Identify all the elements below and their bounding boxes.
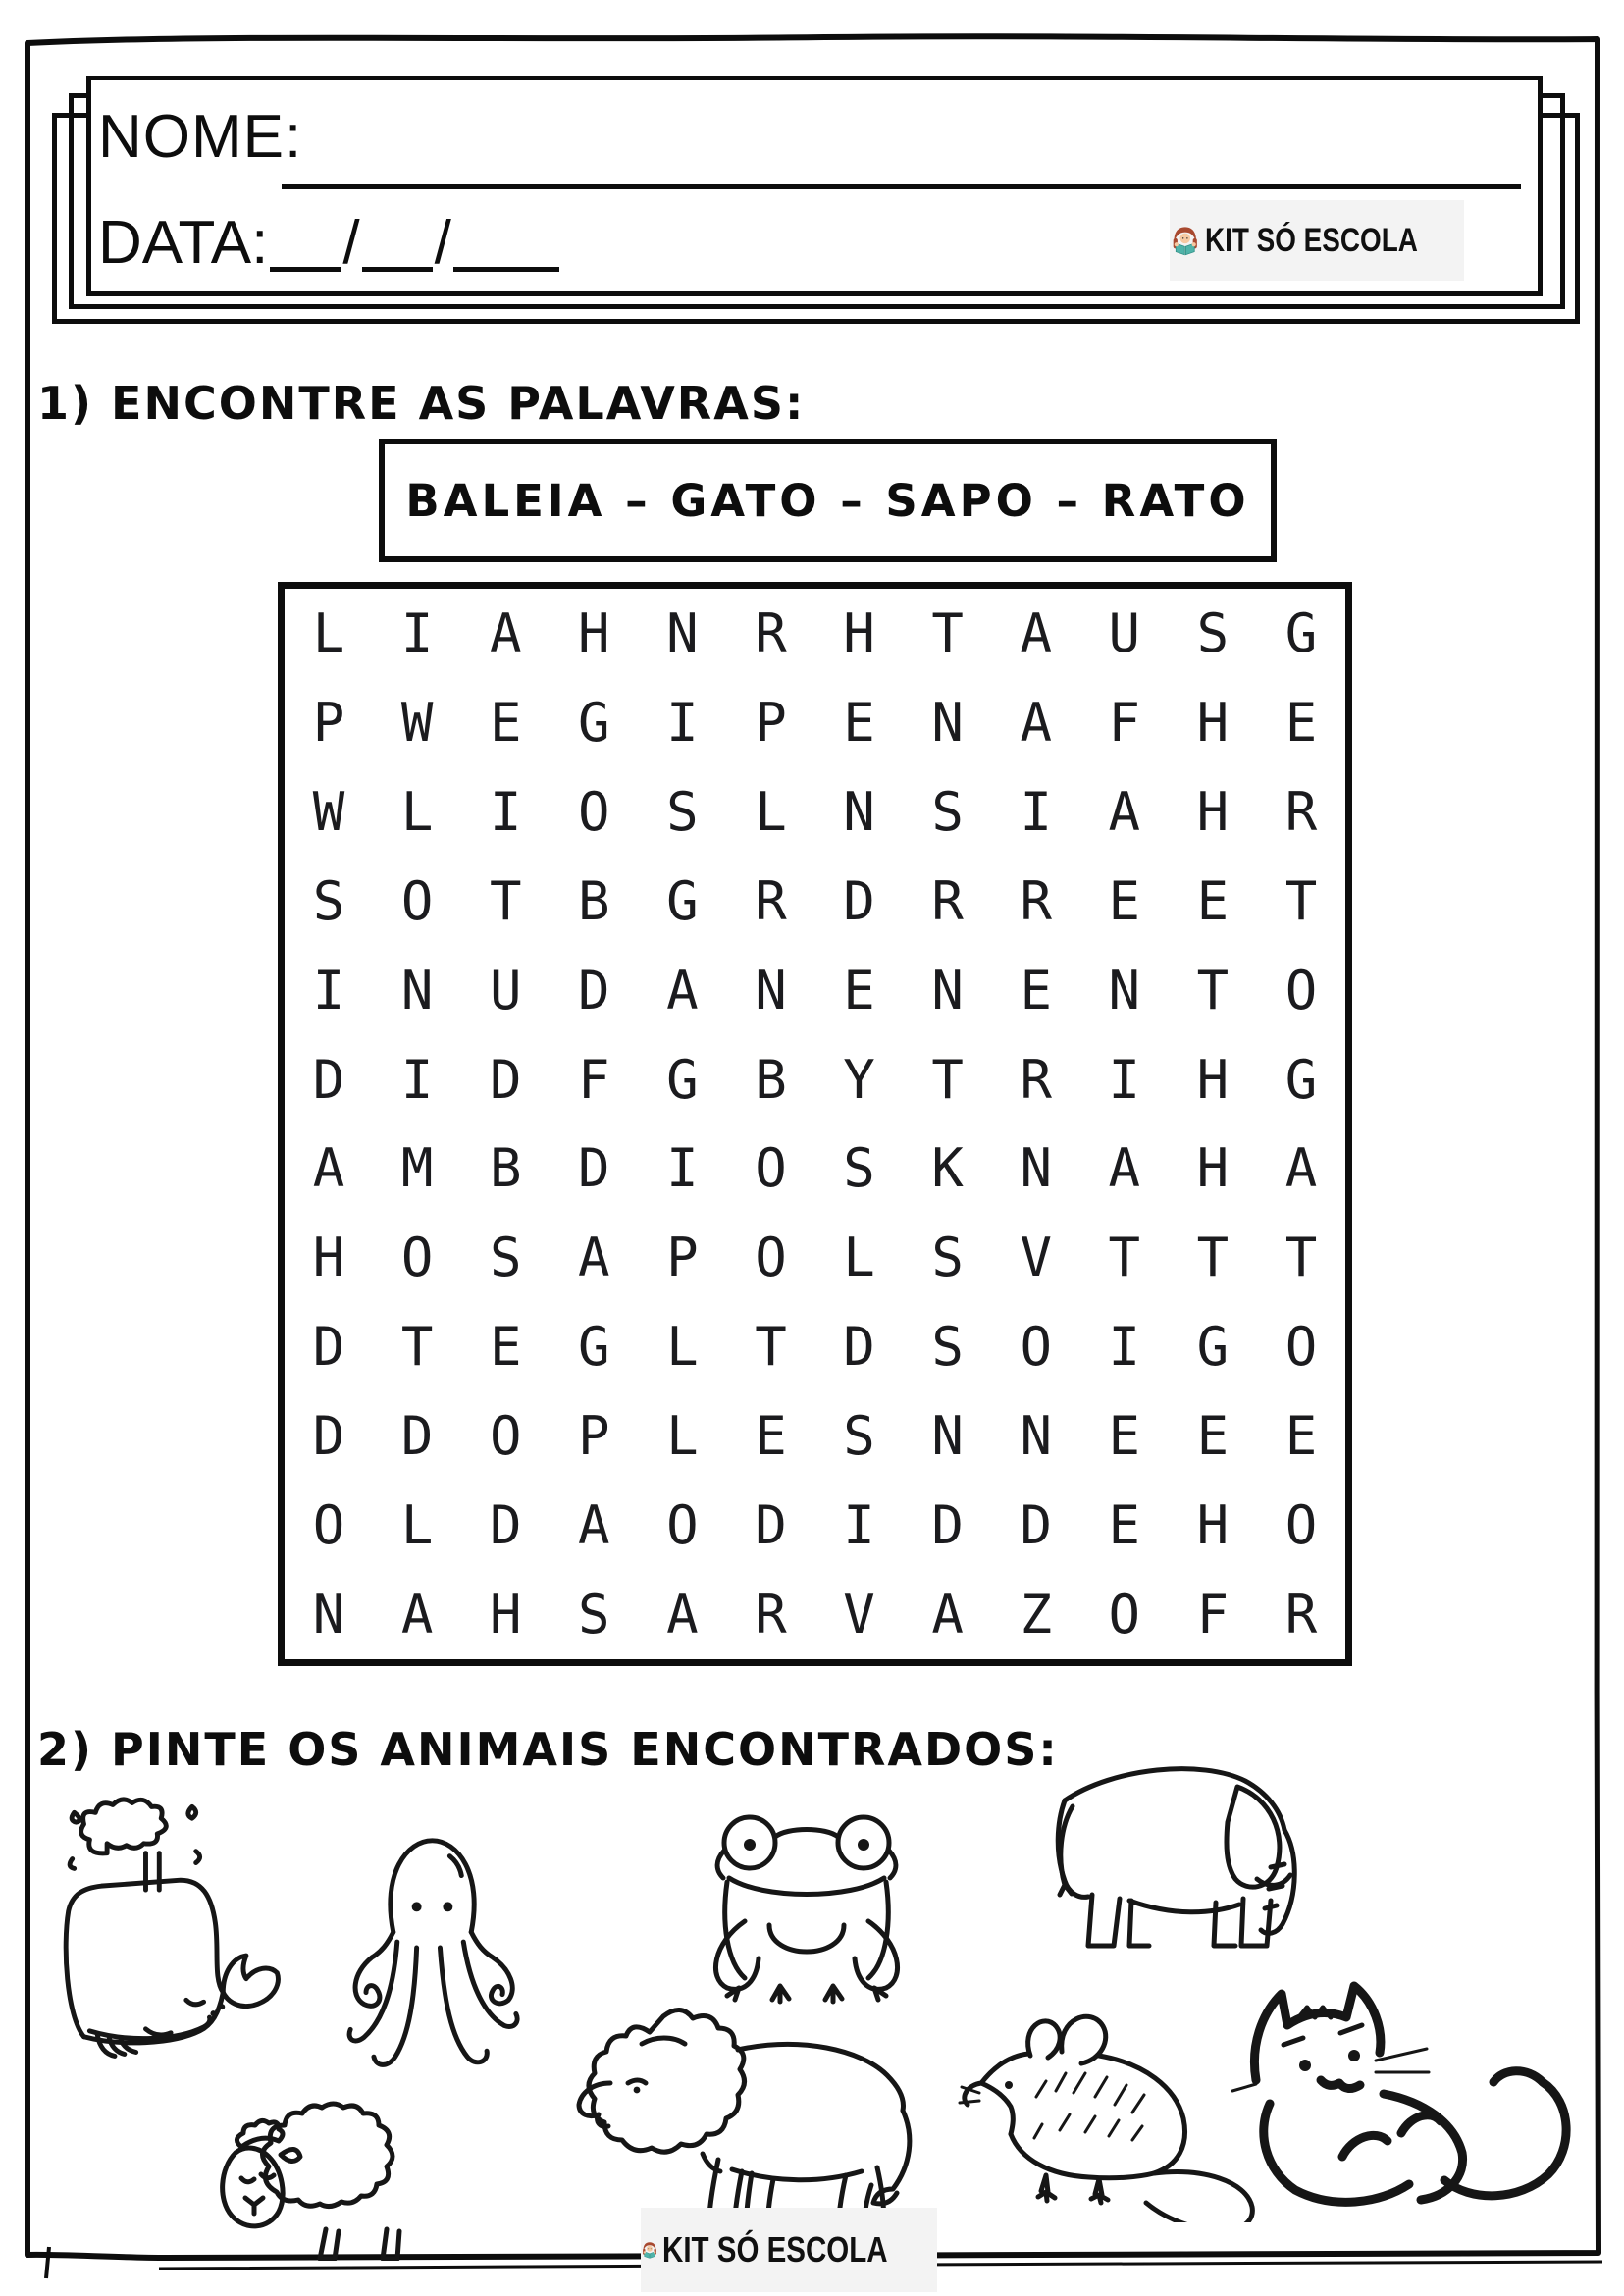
grid-letter[interactable]: N [312,1584,345,1646]
grid-letter[interactable]: L [666,1405,699,1468]
grid-letter[interactable]: I [843,1494,875,1557]
grid-letter[interactable]: W [312,780,345,843]
grid-letter[interactable]: D [312,1316,345,1379]
grid-letter[interactable]: N [843,780,875,843]
grid-letter[interactable]: I [400,601,434,664]
grid-letter[interactable]: H [1196,780,1230,843]
grid-letter[interactable]: I [1020,780,1052,843]
sheep-drawing[interactable] [208,2053,444,2261]
grid-letter[interactable]: A [666,1584,699,1646]
grid-letter[interactable]: V [843,1584,875,1646]
grid-letter[interactable]: B [578,869,610,932]
grid-letter[interactable]: A [1108,1137,1141,1200]
grid-letter[interactable]: L [755,780,787,843]
grid-letter[interactable]: N [1020,1137,1052,1200]
grid-letter[interactable]: A [1284,1137,1318,1200]
grid-letter[interactable]: O [1284,1494,1318,1557]
grid-letter[interactable]: H [1196,1048,1230,1111]
brand-logo-footer [641,2208,937,2292]
grid-letter[interactable]: V [1020,1226,1052,1289]
name-label: NOME: [98,103,303,171]
grid-letter[interactable]: G [1284,1048,1318,1111]
grid-letter[interactable]: O [666,1494,699,1557]
reading-girl-icon [1170,212,1201,269]
grid-letter[interactable]: T [1108,1226,1141,1289]
grid-letter[interactable]: A [931,1584,964,1646]
word-list: BALEIA – GATO – SAPO – RATO [405,474,1250,527]
word-list-box [379,439,1277,562]
grid-letter[interactable]: T [1284,1226,1318,1289]
grid-letter[interactable]: M [400,1137,434,1200]
grid-letter[interactable]: E [1108,1405,1141,1468]
grid-letter[interactable]: F [1108,691,1141,754]
grid-letter[interactable]: D [843,1316,875,1379]
grid-letter[interactable]: D [843,869,875,932]
grid-letter[interactable]: B [489,1137,522,1200]
grid-letter[interactable]: P [312,691,345,754]
date-row [98,208,561,278]
grid-letter[interactable]: N [400,959,434,1021]
grid-letter[interactable]: A [578,1226,610,1289]
grid-letter[interactable]: A [489,601,522,664]
grid-letter[interactable]: I [400,1048,434,1111]
activity1-title: 1) ENCONTRE AS PALAVRAS: [37,377,806,430]
grid-letter[interactable]: O [755,1226,787,1289]
grid-letter[interactable]: A [312,1137,345,1200]
reading-girl-icon [641,2220,658,2279]
brand-logo-header [1170,200,1464,281]
grid-letter[interactable]: Y [843,1048,875,1111]
grid-letter[interactable]: E [489,691,522,754]
grid-letter[interactable]: B [755,1048,787,1111]
grid-letter[interactable]: R [755,1584,787,1646]
grid-letter[interactable]: S [312,869,345,932]
grid-letter[interactable]: E [1196,1405,1230,1468]
grid-letter[interactable]: L [400,780,434,843]
grid-letter[interactable]: I [666,1137,699,1200]
grid-letter[interactable]: U [489,959,522,1021]
date-label: DATA: [98,209,269,277]
grid-letter[interactable]: G [1284,601,1318,664]
grid-letter[interactable]: T [931,601,964,664]
grid-letter[interactable]: D [489,1048,522,1111]
grid-letter[interactable]: G [666,869,699,932]
grid-letter[interactable]: P [755,691,787,754]
grid-letter[interactable]: O [400,869,434,932]
grid-letter[interactable]: F [578,1048,610,1111]
grid-letter[interactable]: A [666,959,699,1021]
grid-letter[interactable]: S [843,1137,875,1200]
grid-letter[interactable]: D [312,1048,345,1111]
grid-letter[interactable]: R [1284,780,1318,843]
grid-letter[interactable]: A [578,1494,610,1557]
grid-letter[interactable]: D [400,1405,434,1468]
grid-letter[interactable]: E [1108,869,1141,932]
grid-letter[interactable]: T [1196,959,1230,1021]
grid-letter[interactable]: H [1196,691,1230,754]
grid-letter[interactable]: H [1196,1137,1230,1200]
grid-letter[interactable]: E [755,1405,787,1468]
grid-letter[interactable]: P [578,1405,610,1468]
grid-letter[interactable]: E [843,959,875,1021]
grid-letter[interactable]: N [1108,959,1141,1021]
grid-letter[interactable]: E [489,1316,522,1379]
grid-letter[interactable]: O [755,1137,787,1200]
grid-letter[interactable]: W [400,691,434,754]
grid-letter[interactable]: O [312,1494,345,1557]
grid-letter[interactable]: S [931,1316,964,1379]
grid-letter[interactable]: A [1020,601,1052,664]
grid-letter[interactable]: E [1108,1494,1141,1557]
octopus-drawing[interactable] [340,1817,526,2080]
grid-letter[interactable]: G [578,691,610,754]
grid-letter[interactable]: I [312,959,345,1021]
grid-letter[interactable]: A [400,1584,434,1646]
grid-letter[interactable]: N [931,1405,964,1468]
brand-logo-text: KIT SÓ ESCOLA [661,2229,888,2270]
grid-letter[interactable]: D [489,1494,522,1557]
grid-letter[interactable]: O [578,780,610,843]
name-input-line[interactable] [282,128,1521,189]
grid-letter[interactable]: S [489,1226,522,1289]
word-search-box [278,582,1352,1666]
grid-letter[interactable]: H [1196,1494,1230,1557]
grid-letter[interactable]: O [1284,1316,1318,1379]
grid-letter[interactable]: O [400,1226,434,1289]
grid-letter[interactable]: E [1020,959,1052,1021]
grid-letter[interactable]: F [1196,1584,1230,1646]
grid-letter[interactable]: O [489,1405,522,1468]
grid-letter[interactable]: O [1284,959,1318,1021]
grid-letter[interactable]: T [489,869,522,932]
date-day-line[interactable] [270,257,341,272]
grid-letter[interactable]: U [1108,601,1141,664]
grid-letter[interactable]: I [1108,1048,1141,1111]
grid-letter[interactable]: R [1020,1048,1052,1111]
grid-letter[interactable]: L [843,1226,875,1289]
grid-letter[interactable]: I [489,780,522,843]
grid-letter[interactable]: O [1108,1584,1141,1646]
grid-letter[interactable]: R [1284,1584,1318,1646]
grid-letter[interactable]: G [1196,1316,1230,1379]
grid-letter[interactable]: T [755,1316,787,1379]
grid-letter[interactable]: R [755,601,787,664]
grid-letter[interactable]: S [578,1584,610,1646]
grid-letter[interactable]: S [931,780,964,843]
date-month-line[interactable] [362,257,433,272]
grid-letter[interactable]: S [1196,601,1230,664]
grid-letter[interactable]: L [666,1316,699,1379]
grid-letter[interactable]: E [1284,1405,1318,1468]
grid-letter[interactable]: E [1284,691,1318,754]
grid-letter[interactable]: P [666,1226,699,1289]
grid-letter[interactable]: A [1020,691,1052,754]
grid-letter[interactable]: L [400,1494,434,1557]
grid-letter[interactable]: G [578,1316,610,1379]
grid-letter[interactable]: D [312,1405,345,1468]
grid-letter[interactable]: N [1020,1405,1052,1468]
cat-drawing[interactable] [1227,1955,1580,2212]
grid-letter[interactable]: H [578,601,610,664]
grid-letter[interactable]: D [578,1137,610,1200]
whale-drawing[interactable] [51,1793,302,2060]
elephant-drawing[interactable] [1035,1751,1347,1953]
grid-letter[interactable]: T [1284,869,1318,932]
date-slash-1: / [342,209,360,277]
grid-letter[interactable]: O [1020,1316,1052,1379]
grid-letter[interactable]: D [931,1494,964,1557]
grid-letter[interactable]: H [843,601,875,664]
grid-letter[interactable]: N [931,691,964,754]
grid-letter[interactable]: G [666,1048,699,1111]
grid-letter[interactable]: N [755,959,787,1021]
grid-letter[interactable]: R [931,869,964,932]
brand-logo-text: KIT SÓ ESCOLA [1204,221,1418,259]
grid-letter[interactable]: N [931,959,964,1021]
grid-letter[interactable]: D [1020,1494,1052,1557]
grid-letter[interactable]: H [489,1584,522,1646]
grid-letter[interactable]: A [1108,780,1141,843]
grid-letter[interactable]: K [931,1137,964,1200]
grid-letter[interactable]: D [755,1494,787,1557]
grid-letter[interactable]: Z [1020,1584,1052,1646]
grid-letter[interactable]: N [666,601,699,664]
grid-letter[interactable]: T [1196,1226,1230,1289]
grid-letter[interactable]: I [1108,1316,1141,1379]
grid-letter[interactable]: R [755,869,787,932]
grid-letter[interactable]: L [312,601,345,664]
grid-letter[interactable]: E [843,691,875,754]
grid-letter[interactable]: S [666,780,699,843]
activity2-title: 2) PINTE OS ANIMAIS ENCONTRADOS: [37,1723,1059,1776]
grid-letter[interactable]: D [578,959,610,1021]
grid-letter[interactable]: I [666,691,699,754]
grid-letter[interactable]: T [400,1316,434,1379]
date-slash-2: / [434,209,451,277]
grid-letter[interactable]: T [931,1048,964,1111]
grid-letter[interactable]: S [843,1405,875,1468]
grid-letter[interactable]: S [931,1226,964,1289]
grid-letter[interactable]: H [312,1226,345,1289]
date-year-line[interactable] [453,257,559,272]
grid-letter[interactable]: R [1020,869,1052,932]
grid-letter[interactable]: E [1196,869,1230,932]
word-search-grid[interactable] [285,589,1345,1659]
